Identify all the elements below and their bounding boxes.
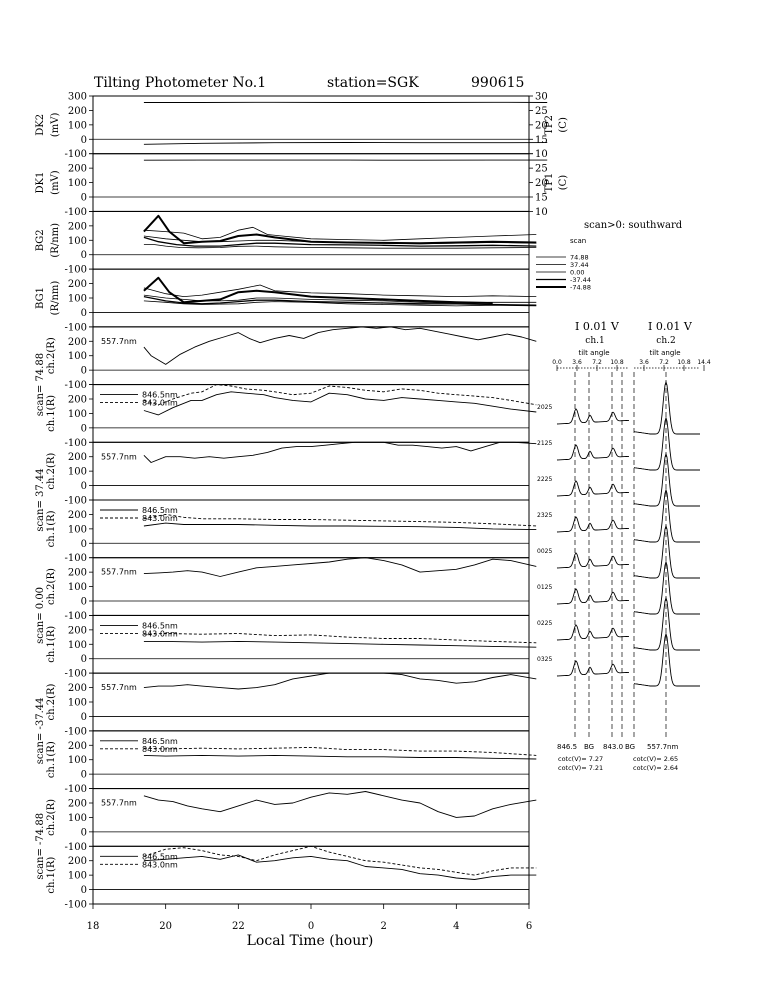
y-tick-label: 0 — [80, 654, 87, 666]
y-tick-label: -100 — [64, 264, 87, 276]
y-tick-label: 0 — [80, 365, 87, 377]
ch1-tilt-tick-label: 0.0 — [552, 359, 562, 366]
ch2-peak-label-557: 557.7nm — [647, 743, 679, 751]
right-tick-label: 10 — [535, 149, 548, 161]
y-axis-label: ch.1(R) — [46, 741, 57, 779]
y-tick-label: 100 — [67, 582, 87, 594]
ch2-tilt-profile — [634, 454, 700, 506]
y-tick-label: 200 — [67, 509, 87, 521]
scan-group-label: scan= 0.00 — [35, 586, 46, 644]
y-axis-unit: (mV) — [50, 170, 61, 195]
profile-time-label: 0225 — [537, 620, 553, 627]
y-tick-label: 200 — [67, 279, 87, 291]
y-tick-label: 0 — [80, 423, 87, 435]
x-tick-label: 0 — [307, 921, 315, 932]
y-tick-label: 100 — [67, 293, 87, 305]
y-axis-label: ch.1(R) — [46, 510, 57, 548]
ch1-tilt-profile — [557, 481, 629, 496]
panel-frame — [93, 442, 529, 500]
series-line-8430nm — [144, 385, 536, 405]
series-line-0 — [144, 327, 536, 365]
series-line-3744 — [144, 227, 536, 240]
ch1-peak-label-bg: BG — [584, 743, 595, 751]
y-tick-label: 0 — [80, 192, 87, 204]
y-tick-label: 200 — [67, 163, 87, 175]
legend-label: 843.0nm — [142, 398, 178, 408]
series-line-0 — [144, 673, 536, 689]
y-tick-label: 200 — [67, 567, 87, 579]
panel-frame — [93, 96, 529, 154]
y-tick-label: 0 — [80, 307, 87, 319]
legend-label: 843.0nm — [142, 744, 178, 754]
y-tick-label: -100 — [64, 553, 87, 565]
y-tick-label: 100 — [67, 351, 87, 363]
y-axis-label: ch.2(R) — [46, 337, 57, 375]
x-tick-label: 22 — [231, 921, 245, 932]
scan-legend-entries — [536, 254, 591, 292]
y-tick-label: 200 — [67, 798, 87, 810]
ch2-tilt-profile — [634, 418, 700, 470]
ch1-peak-label-843: 843.0 — [603, 743, 624, 751]
ch2-tilt-tick-label: 3.6 — [639, 359, 649, 366]
x-tick-label: 20 — [159, 921, 173, 932]
ch1-note-1: cotc(V)= 7.27 — [558, 755, 604, 763]
y-tick-label: 0 — [80, 596, 87, 608]
y-tick-label: -100 — [64, 437, 87, 449]
x-tick-label: 18 — [86, 921, 100, 932]
panel-dk2 — [35, 92, 569, 161]
wavelength-label: 557.7nm — [101, 336, 137, 346]
y-tick-label: 200 — [67, 856, 87, 868]
series-line-0 — [144, 442, 536, 462]
legend-label: 843.0nm — [142, 860, 178, 870]
y-tick-label: 100 — [67, 870, 87, 882]
scan-group-label: scan= -74.88 — [35, 812, 46, 880]
panel-s2_ch1 — [46, 500, 536, 564]
ch1-scale-label: I 0.01 V — [575, 320, 619, 333]
profile-time-label: 0325 — [537, 656, 553, 663]
series-line-8465nm — [144, 855, 536, 880]
y-axis-unit: (R/nm) — [50, 222, 61, 258]
y-tick-label: -100 — [64, 899, 87, 911]
panel-frame — [93, 211, 529, 269]
panel-stack — [35, 92, 569, 933]
ch2-tilt-profile — [634, 598, 700, 650]
y-tick-label: -100 — [64, 668, 87, 680]
y-tick-label: 0 — [80, 538, 87, 550]
wavelength-label: 557.7nm — [101, 452, 137, 462]
y-tick-label: -100 — [64, 206, 87, 218]
ch1-tilt-tick-label: 7.2 — [592, 359, 602, 366]
y-tick-label: 100 — [67, 466, 87, 478]
y-tick-label: 0 — [80, 827, 87, 839]
panel-s1_ch2 — [46, 327, 536, 391]
scan-legend-heading: scan — [570, 237, 587, 245]
scan-legend — [536, 220, 683, 292]
ch1-tilt-angle-title: tilt angle — [578, 349, 610, 357]
ch2-note-2: cotc(V)= 2.64 — [633, 764, 679, 772]
right-axis-label: TP1 — [544, 172, 555, 193]
right-tick-label: 10 — [535, 206, 548, 218]
station-label: station=SGK — [327, 75, 419, 91]
panel-s1_ch1 — [46, 385, 536, 449]
panel-frame — [93, 558, 529, 616]
profile-time-label: 2225 — [537, 476, 553, 483]
y-tick-label: 100 — [67, 120, 87, 132]
y-axis-label: ch.2(R) — [46, 452, 57, 490]
ch1-label: ch.1 — [585, 336, 605, 346]
wavelength-label: 557.7nm — [101, 567, 137, 577]
scan-legend-title: scan>0: southward — [584, 220, 683, 231]
y-axis-unit: (mV) — [50, 112, 61, 138]
y-tick-label: 200 — [67, 625, 87, 637]
y-tick-label: 100 — [67, 755, 87, 767]
right-axis-unit: (C) — [558, 117, 569, 133]
ch2-tilt-profile — [634, 634, 700, 686]
y-tick-label: 100 — [67, 524, 87, 536]
scan-legend-entry: -37.44 — [570, 276, 591, 284]
right-tick-label: 20 — [535, 178, 548, 190]
x-tick-label: 2 — [380, 921, 387, 932]
panel-s4_ch1 — [46, 731, 536, 795]
y-tick-label: 200 — [67, 683, 87, 695]
legend-label: 843.0nm — [142, 514, 178, 523]
y-axis-label: DK2 — [35, 113, 46, 136]
ch1-tilt-tick-label: 3.6 — [572, 359, 582, 366]
series-line-8430nm — [142, 744, 536, 755]
y-axis-label: DK1 — [35, 171, 46, 194]
panel-s3_ch1 — [46, 615, 536, 679]
panel-s5_ch2 — [46, 789, 536, 853]
y-axis-label: BG1 — [35, 287, 46, 309]
y-tick-label: 200 — [67, 394, 87, 406]
x-tick-label: 6 — [525, 921, 533, 932]
right-tick-label: 15 — [535, 192, 548, 204]
panel-s3_ch2 — [46, 558, 536, 622]
panel-s5_ch1 — [46, 846, 536, 910]
ch2-tilt-profile — [634, 562, 700, 614]
panel-s2_ch2 — [46, 442, 536, 506]
y-tick-label: -100 — [64, 322, 87, 334]
y-tick-label: 200 — [67, 336, 87, 348]
right-axis-unit: (C) — [558, 174, 569, 191]
wavelength-label: 557.7nm — [101, 798, 137, 808]
y-tick-label: 200 — [67, 740, 87, 752]
right-tick-label: 30 — [535, 91, 548, 103]
y-tick-label: 100 — [67, 408, 87, 420]
y-tick-label: 100 — [67, 178, 87, 190]
legend-label: 846.5nm — [142, 621, 178, 631]
scan-legend-entry: 0.00 — [570, 268, 585, 277]
y-tick-label: -100 — [64, 380, 87, 392]
ch1-tilt-tick-label: 10.8 — [610, 359, 624, 366]
y-tick-label: -100 — [64, 841, 87, 853]
right-tick-label: 25 — [535, 105, 548, 117]
y-tick-label: 200 — [67, 221, 87, 233]
y-tick-label: 0 — [80, 481, 87, 493]
right-tick-label: 15 — [535, 134, 548, 146]
legend-label: 846.5nm — [142, 390, 178, 400]
x-axis — [87, 904, 533, 932]
y-tick-label: -100 — [64, 610, 87, 622]
y-axis-label: ch.1(R) — [46, 394, 57, 432]
legend-label: 843.0nm — [142, 629, 178, 639]
ch1-note-2: cotc(V)= 7.21 — [558, 764, 604, 772]
ch2-tilt-profile — [634, 382, 700, 434]
series-line-8465nm — [144, 523, 536, 530]
panel-bg1 — [35, 269, 536, 333]
y-tick-label: 0 — [80, 711, 87, 723]
series-line-8430nm — [144, 846, 536, 875]
panel-bg2 — [35, 211, 536, 275]
y-axis-label: ch.1(R) — [46, 625, 57, 663]
ch1-tilt-profile — [557, 517, 629, 532]
y-axis-unit: (R/nm) — [50, 280, 61, 316]
panel-s4_ch2 — [46, 673, 536, 737]
y-tick-label: 100 — [67, 812, 87, 824]
ch1-tilt-profile — [557, 445, 629, 460]
y-tick-label: -100 — [64, 726, 87, 738]
y-tick-label: 0 — [80, 250, 87, 262]
ch1-tilt-profile — [557, 553, 629, 568]
panel-dk1 — [35, 154, 569, 218]
series-line-8430nm — [144, 634, 536, 643]
right-tick-label: 25 — [535, 163, 548, 175]
scan-legend-entry: -74.88 — [570, 283, 591, 292]
y-tick-label: 0 — [80, 769, 87, 781]
x-axis-label: Local Time (hour) — [246, 933, 374, 949]
legend-label: 846.5nm — [142, 852, 178, 862]
y-axis-label: ch.1(R) — [46, 856, 57, 894]
panel-frame — [93, 673, 529, 731]
right-tick-label: 20 — [535, 120, 548, 132]
scan-group-label: scan= 74.88 — [35, 352, 46, 417]
ch2-tilt-angle-title: tilt angle — [649, 349, 681, 357]
wavelength-label: 557.7nm — [101, 683, 137, 693]
ch1-tilt-profile — [557, 409, 629, 424]
series-line-1 — [144, 143, 547, 145]
scan-legend-entry: 37.44 — [570, 261, 589, 269]
series-line-8465nm — [144, 755, 536, 759]
ch1-peak-label-846: 846.5 — [557, 743, 578, 751]
ch2-label: ch.2 — [656, 336, 676, 346]
panel-frame — [93, 154, 529, 212]
y-tick-label: 100 — [67, 639, 87, 651]
figure-title: Tilting Photometer No.1 — [94, 75, 267, 91]
y-tick-label: 0 — [80, 885, 87, 897]
ch2-note-1: cotc(V)= 2.65 — [633, 755, 679, 763]
profile-time-label: 2325 — [537, 512, 553, 519]
y-tick-label: 300 — [67, 91, 87, 103]
ch2-tilt-profile — [634, 526, 700, 578]
ch1-tilt-profile — [557, 661, 629, 676]
tilt-profiles — [537, 359, 711, 738]
y-tick-label: 200 — [67, 105, 87, 117]
y-axis-label: ch.2(R) — [46, 683, 57, 721]
profile-time-label: 2125 — [537, 440, 553, 447]
series-line-0 — [144, 792, 536, 818]
series-line-3744 — [144, 285, 536, 297]
profile-time-label: 2025 — [537, 404, 553, 411]
series-line-0 — [144, 558, 536, 577]
tilt-angle-panel — [537, 320, 711, 772]
scan-legend-entry: 74.88 — [570, 253, 589, 262]
profile-time-label: 0025 — [537, 548, 553, 555]
y-axis-label: ch.2(R) — [46, 568, 57, 606]
ch1-tilt-profile — [557, 589, 629, 604]
y-tick-label: 200 — [67, 452, 87, 464]
ch1-tilt-profile — [557, 625, 629, 640]
ch2-tilt-tick-label: 10.8 — [677, 359, 691, 366]
y-tick-label: 100 — [67, 235, 87, 247]
y-axis-label: ch.2(R) — [46, 798, 57, 836]
scan-group-label: scan= -37.44 — [35, 697, 46, 765]
scan-group-label: scan= 37.44 — [35, 468, 46, 532]
y-tick-label: -100 — [64, 784, 87, 796]
ch2-tilt-tick-label: 14.4 — [697, 359, 711, 366]
ch2-peak-label-bg: BG — [625, 743, 636, 751]
y-tick-label: 0 — [80, 134, 87, 146]
series-line-8465nm — [144, 641, 536, 647]
ch2-scale-label: I 0.01 V — [648, 320, 692, 333]
right-axis-label: TP2 — [544, 114, 555, 135]
date-label: 990615 — [471, 75, 525, 91]
ch2-tilt-tick-label: 7.2 — [659, 359, 669, 366]
legend-label: 846.5nm — [142, 736, 178, 746]
series-line-8465nm — [144, 392, 536, 415]
y-tick-label: -100 — [64, 495, 87, 507]
y-tick-label: 100 — [67, 697, 87, 709]
x-tick-label: 4 — [453, 921, 460, 932]
legend-label: 846.5nm — [142, 506, 178, 515]
profile-time-label: 0125 — [537, 584, 553, 591]
y-axis-label: BG2 — [35, 229, 46, 252]
y-tick-label: -100 — [64, 149, 87, 161]
ch2-tilt-profile — [634, 490, 700, 542]
